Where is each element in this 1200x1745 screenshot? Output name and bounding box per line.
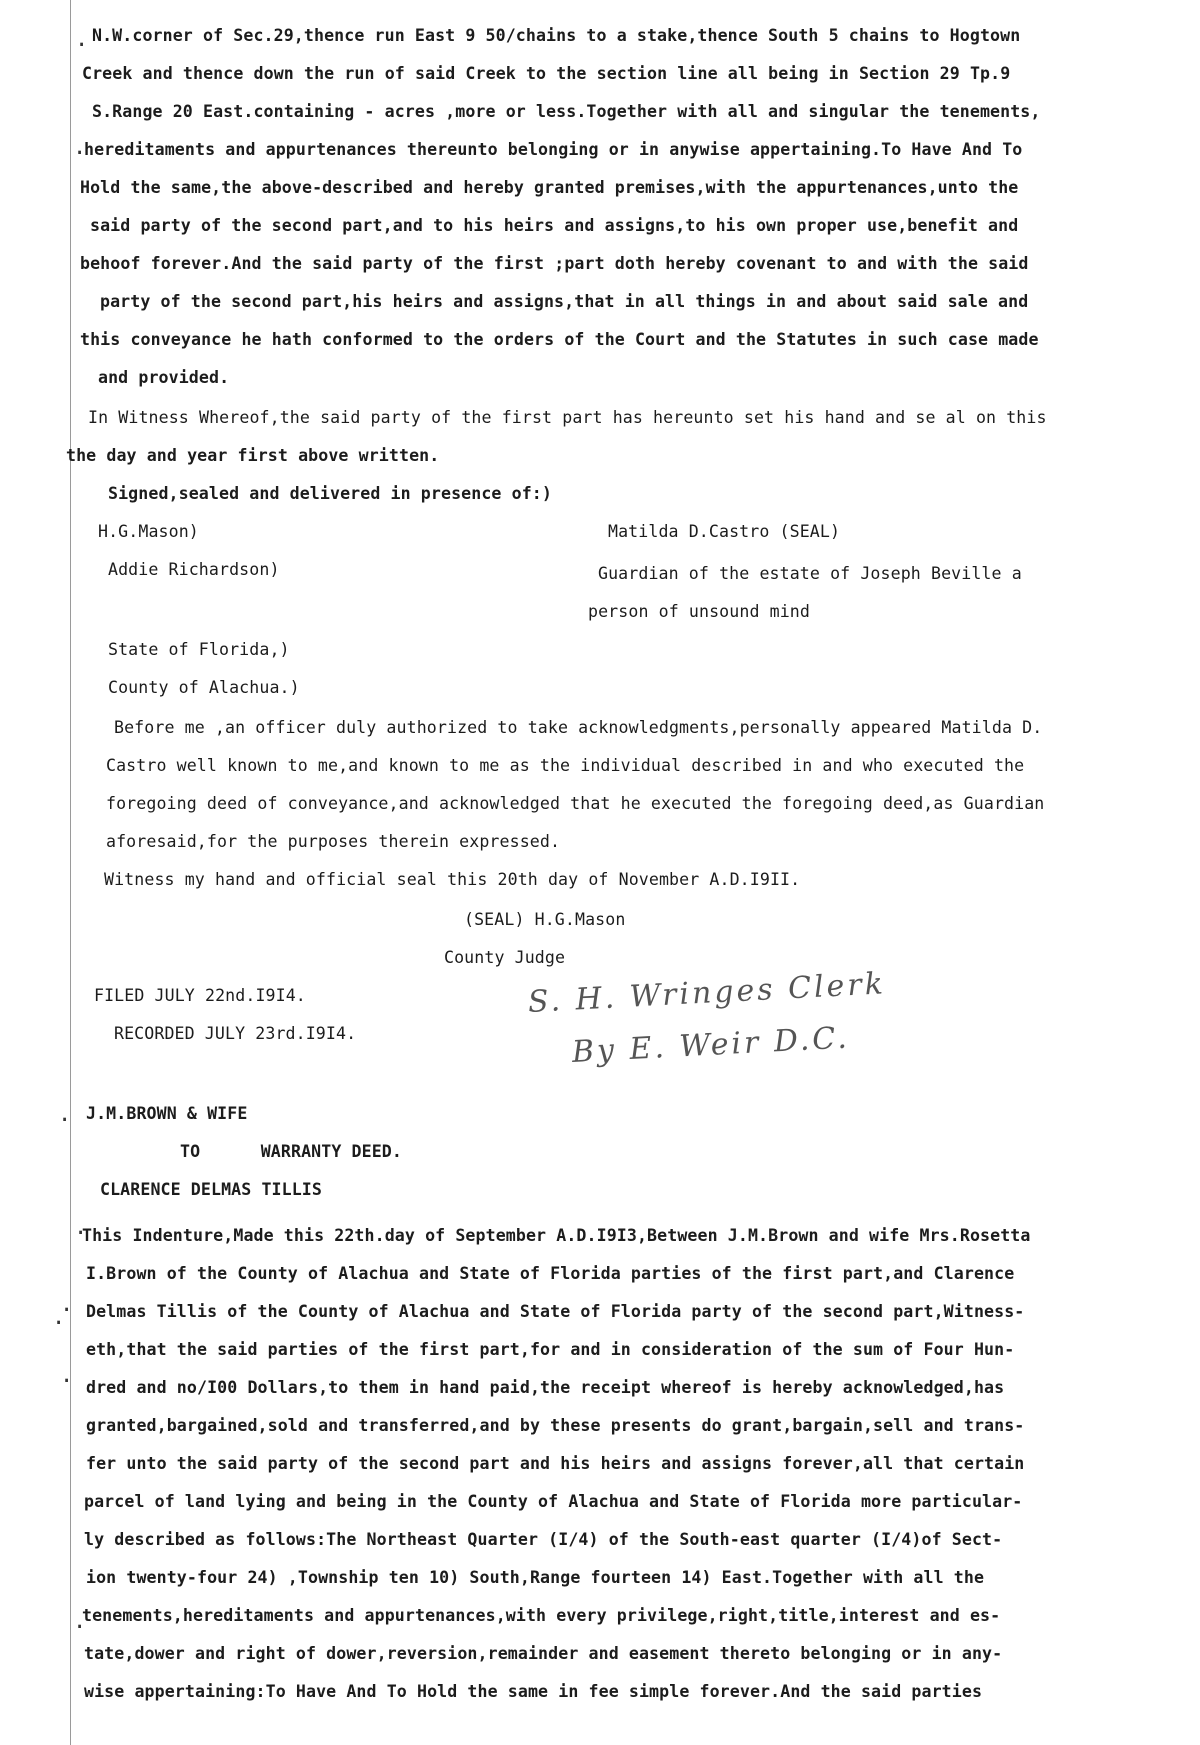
text-line: party of the second part,his heirs and assigns,that in all things in and about said sale and (100, 292, 1029, 311)
clerk-signature: S. H. Wringes Clerk (527, 966, 887, 1020)
margin-dot: . (60, 1363, 74, 1388)
text-line: Creek and thence down the run of said Creek to the section line all being in Section 29 Tp.9 (82, 64, 1011, 83)
text-line: ly described as follows:The Northeast Quarter (I/4) of the South-east quarter (I/4)of Sect- (84, 1530, 1003, 1549)
judge-seal: (SEAL) H.G.Mason (464, 910, 626, 929)
deed-type-heading: TO WARRANTY DEED. (180, 1142, 402, 1161)
text-line: dred and no/I00 Dollars,to them in hand paid,the receipt whereof is hereby acknowledged,has (86, 1378, 1005, 1397)
margin-dot: . (58, 1102, 72, 1127)
text-line: ion twenty-four 24) ,Township ten 10) South,Range fourteen 14) East.Together with all the (86, 1568, 985, 1587)
margin-dot: . (73, 1609, 87, 1634)
text-line: wise appertaining:To Have And To Hold the same in fee simple forever.And the said parties (84, 1682, 983, 1701)
text-line: Before me ,an officer duly authorized to take acknowledgments,personally appeared Matilda D. (114, 718, 1043, 737)
grantor-title: Guardian of the estate of Joseph Beville a (598, 564, 1022, 583)
grantor-title: person of unsound mind (588, 602, 810, 621)
witness-clause-line: In Witness Whereof,the said party of the first part has hereunto set his hand and se al on this (88, 408, 1047, 427)
witness-name: Addie Richardson) (108, 560, 280, 579)
text-line: Hold the same,the above-described and hereby granted premises,with the appurtenances,unto the (80, 178, 1019, 197)
text-line: aforesaid,for the purposes therein expressed. (106, 832, 561, 851)
grantor-signature-name: Matilda D.Castro (SEAL) (608, 522, 841, 541)
margin-dot: . (73, 135, 87, 160)
deputy-clerk-signature: By E. Weir D.C. (571, 1020, 851, 1070)
deed-grantor-heading: J.M.BROWN & WIFE (86, 1104, 248, 1123)
judge-title: County Judge (444, 948, 566, 967)
venue-state: State of Florida,) (108, 640, 290, 659)
text-line: granted,bargained,sold and transferred,and by these presents do grant,bargain,sell and trans- (86, 1416, 1025, 1435)
text-line: behoof forever.And the said party of the first ;part doth hereby covenant to and with the said (80, 254, 1029, 273)
text-line: tenements,hereditaments and appurtenances,with every privilege,right,title,interest and es- (82, 1606, 1001, 1625)
text-line: the day and year first above written. (66, 446, 440, 465)
text-line: parcel of land lying and being in the County of Alachua and State of Florida more particular- (84, 1492, 1023, 1511)
text-line: this conveyance he hath conformed to the orders of the Court and the Statutes in such case made (80, 330, 1039, 349)
page-margin-rule (70, 0, 71, 1745)
text-line: eth,that the said parties of the first part,for and in consideration of the sum of Four Hun- (86, 1340, 1015, 1359)
text-line: tate,dower and right of dower,reversion,remainder and easement thereto belonging or in any- (84, 1644, 1003, 1663)
text-line: Delmas Tillis of the County of Alachua and State of Florida party of the second part,Witness- (86, 1302, 1025, 1321)
text-line: N.W.corner of Sec.29,thence run East 9 50/chains to a stake,thence South 5 chains to Hogtown (92, 26, 1021, 45)
margin-dot: . (74, 1215, 88, 1240)
recorded-date: RECORDED JULY 23rd.I9I4. (114, 1024, 357, 1043)
text-line: fer unto the said party of the second part and his heirs and assigns forever,all that certain (86, 1454, 1025, 1473)
text-line: and provided. (98, 368, 230, 387)
text-line: S.Range 20 East.containing - acres ,more or less.Together with all and singular the tenements, (92, 102, 1041, 121)
venue-county: County of Alachua.) (108, 678, 300, 697)
text-line: said party of the second part,and to his heirs and assigns,to his own proper use,benefit and (90, 216, 1019, 235)
text-line: I.Brown of the County of Alachua and State of Florida parties of the first part,and Clarence (86, 1264, 1015, 1283)
margin-dot: . (75, 27, 89, 52)
text-line: Witness my hand and official seal this 20th day of November A.D.I9II. (104, 870, 801, 889)
margin-dot: . (60, 1292, 74, 1317)
text-line: This Indenture,Made this 22th.day of September A.D.I9I3,Between J.M.Brown and wife Mrs.Rosetta (82, 1226, 1031, 1245)
witness-name: H.G.Mason) (98, 522, 199, 541)
signed-sealed-line: Signed,sealed and delivered in presence of:) (108, 484, 552, 503)
deed-grantee-heading: CLARENCE DELMAS TILLIS (100, 1180, 322, 1199)
text-line: foregoing deed of conveyance,and acknowledged that he executed the foregoing deed,as Guardian (106, 794, 1045, 813)
filed-date: FILED JULY 22nd.I9I4. (94, 986, 306, 1005)
text-line: hereditaments and appurtenances thereunto belonging or in anywise appertaining.To Have And To (84, 140, 1023, 159)
text-line: Castro well known to me,and known to me as the individual described in and who executed the (106, 756, 1025, 775)
margin-dot: . (52, 1305, 66, 1330)
